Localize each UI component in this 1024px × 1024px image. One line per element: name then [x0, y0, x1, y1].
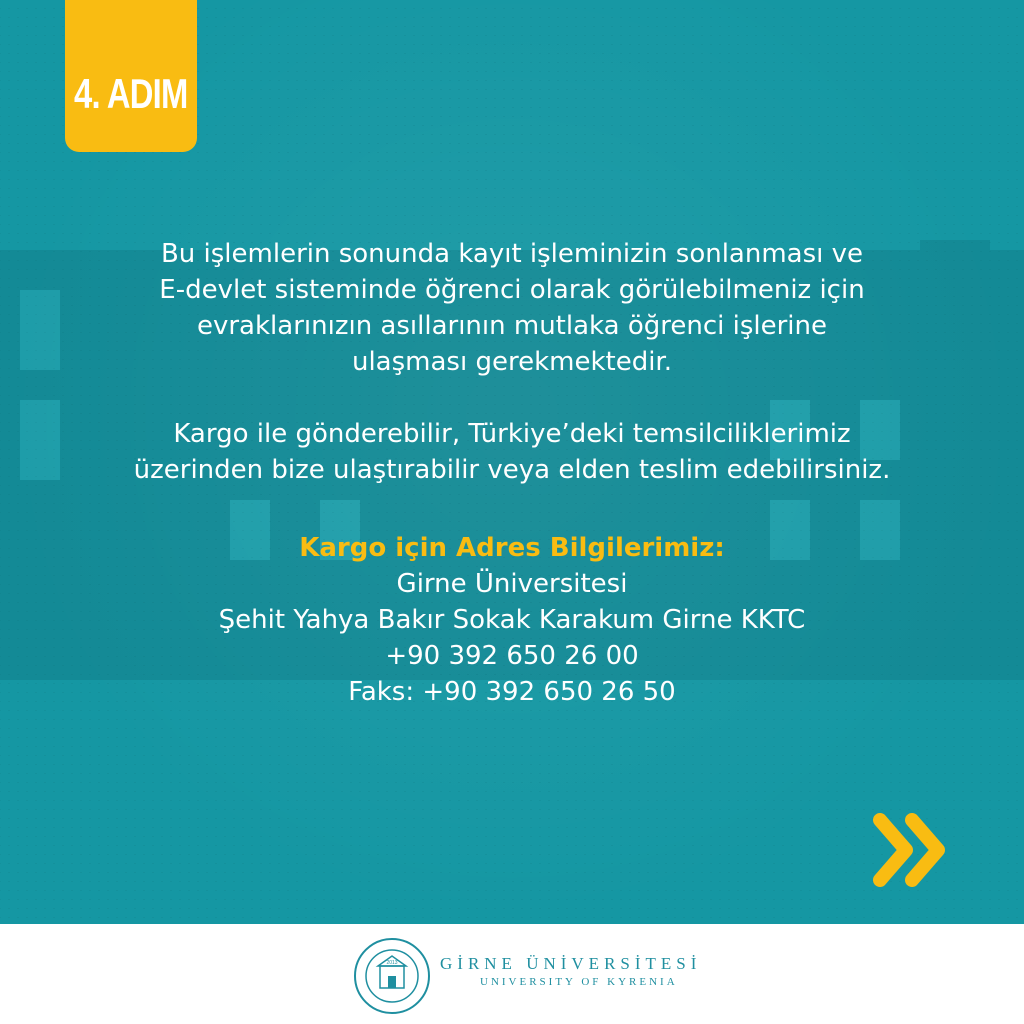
paragraph-line: ulaşması gerekmektedir.: [351, 347, 672, 377]
address-fax: Faks: +90 392 650 26 50: [348, 677, 676, 707]
paragraph-line: Kargo ile gönderebilir, Türkiye’deki temsilciliklerimiz: [173, 419, 851, 449]
address-street: Şehit Yahya Bakır Sokak Karakum Girne KKTC: [218, 605, 806, 635]
double-chevron-right-icon[interactable]: [872, 810, 952, 890]
university-seal-icon: [352, 936, 432, 1016]
info-paragraph: [40, 236, 984, 380]
address-phone: +90 392 650 26 00: [385, 641, 639, 671]
address-block: [40, 530, 984, 710]
step-label: 4. ADIM: [74, 70, 188, 117]
paragraph-line: evraklarınızın asıllarının mutlaka öğrenci işlerine: [196, 311, 827, 341]
main-content: [40, 236, 984, 710]
paragraph-line: Bu işlemlerin sonunda kayıt işleminizin sonlanması ve: [160, 239, 864, 269]
footer: [0, 924, 1024, 1024]
paragraph-line: üzerinden bize ulaştırabilir veya elden teslim edebilirsiniz.: [133, 455, 891, 485]
paragraph-line: E-devlet sisteminde öğrenci olarak görülebilmeniz için: [159, 275, 865, 305]
step-badge: [65, 0, 197, 152]
seal-year: 2013: [386, 960, 398, 966]
university-subtitle: UNIVERSITY OF KYRENIA: [480, 976, 678, 988]
delivery-paragraph: [40, 416, 984, 488]
university-name: GİRNE ÜNİVERSİTESİ: [440, 954, 702, 973]
address-name: Girne Üniversitesi: [396, 569, 628, 599]
address-title: Kargo için Adres Bilgilerimiz:: [299, 533, 725, 563]
